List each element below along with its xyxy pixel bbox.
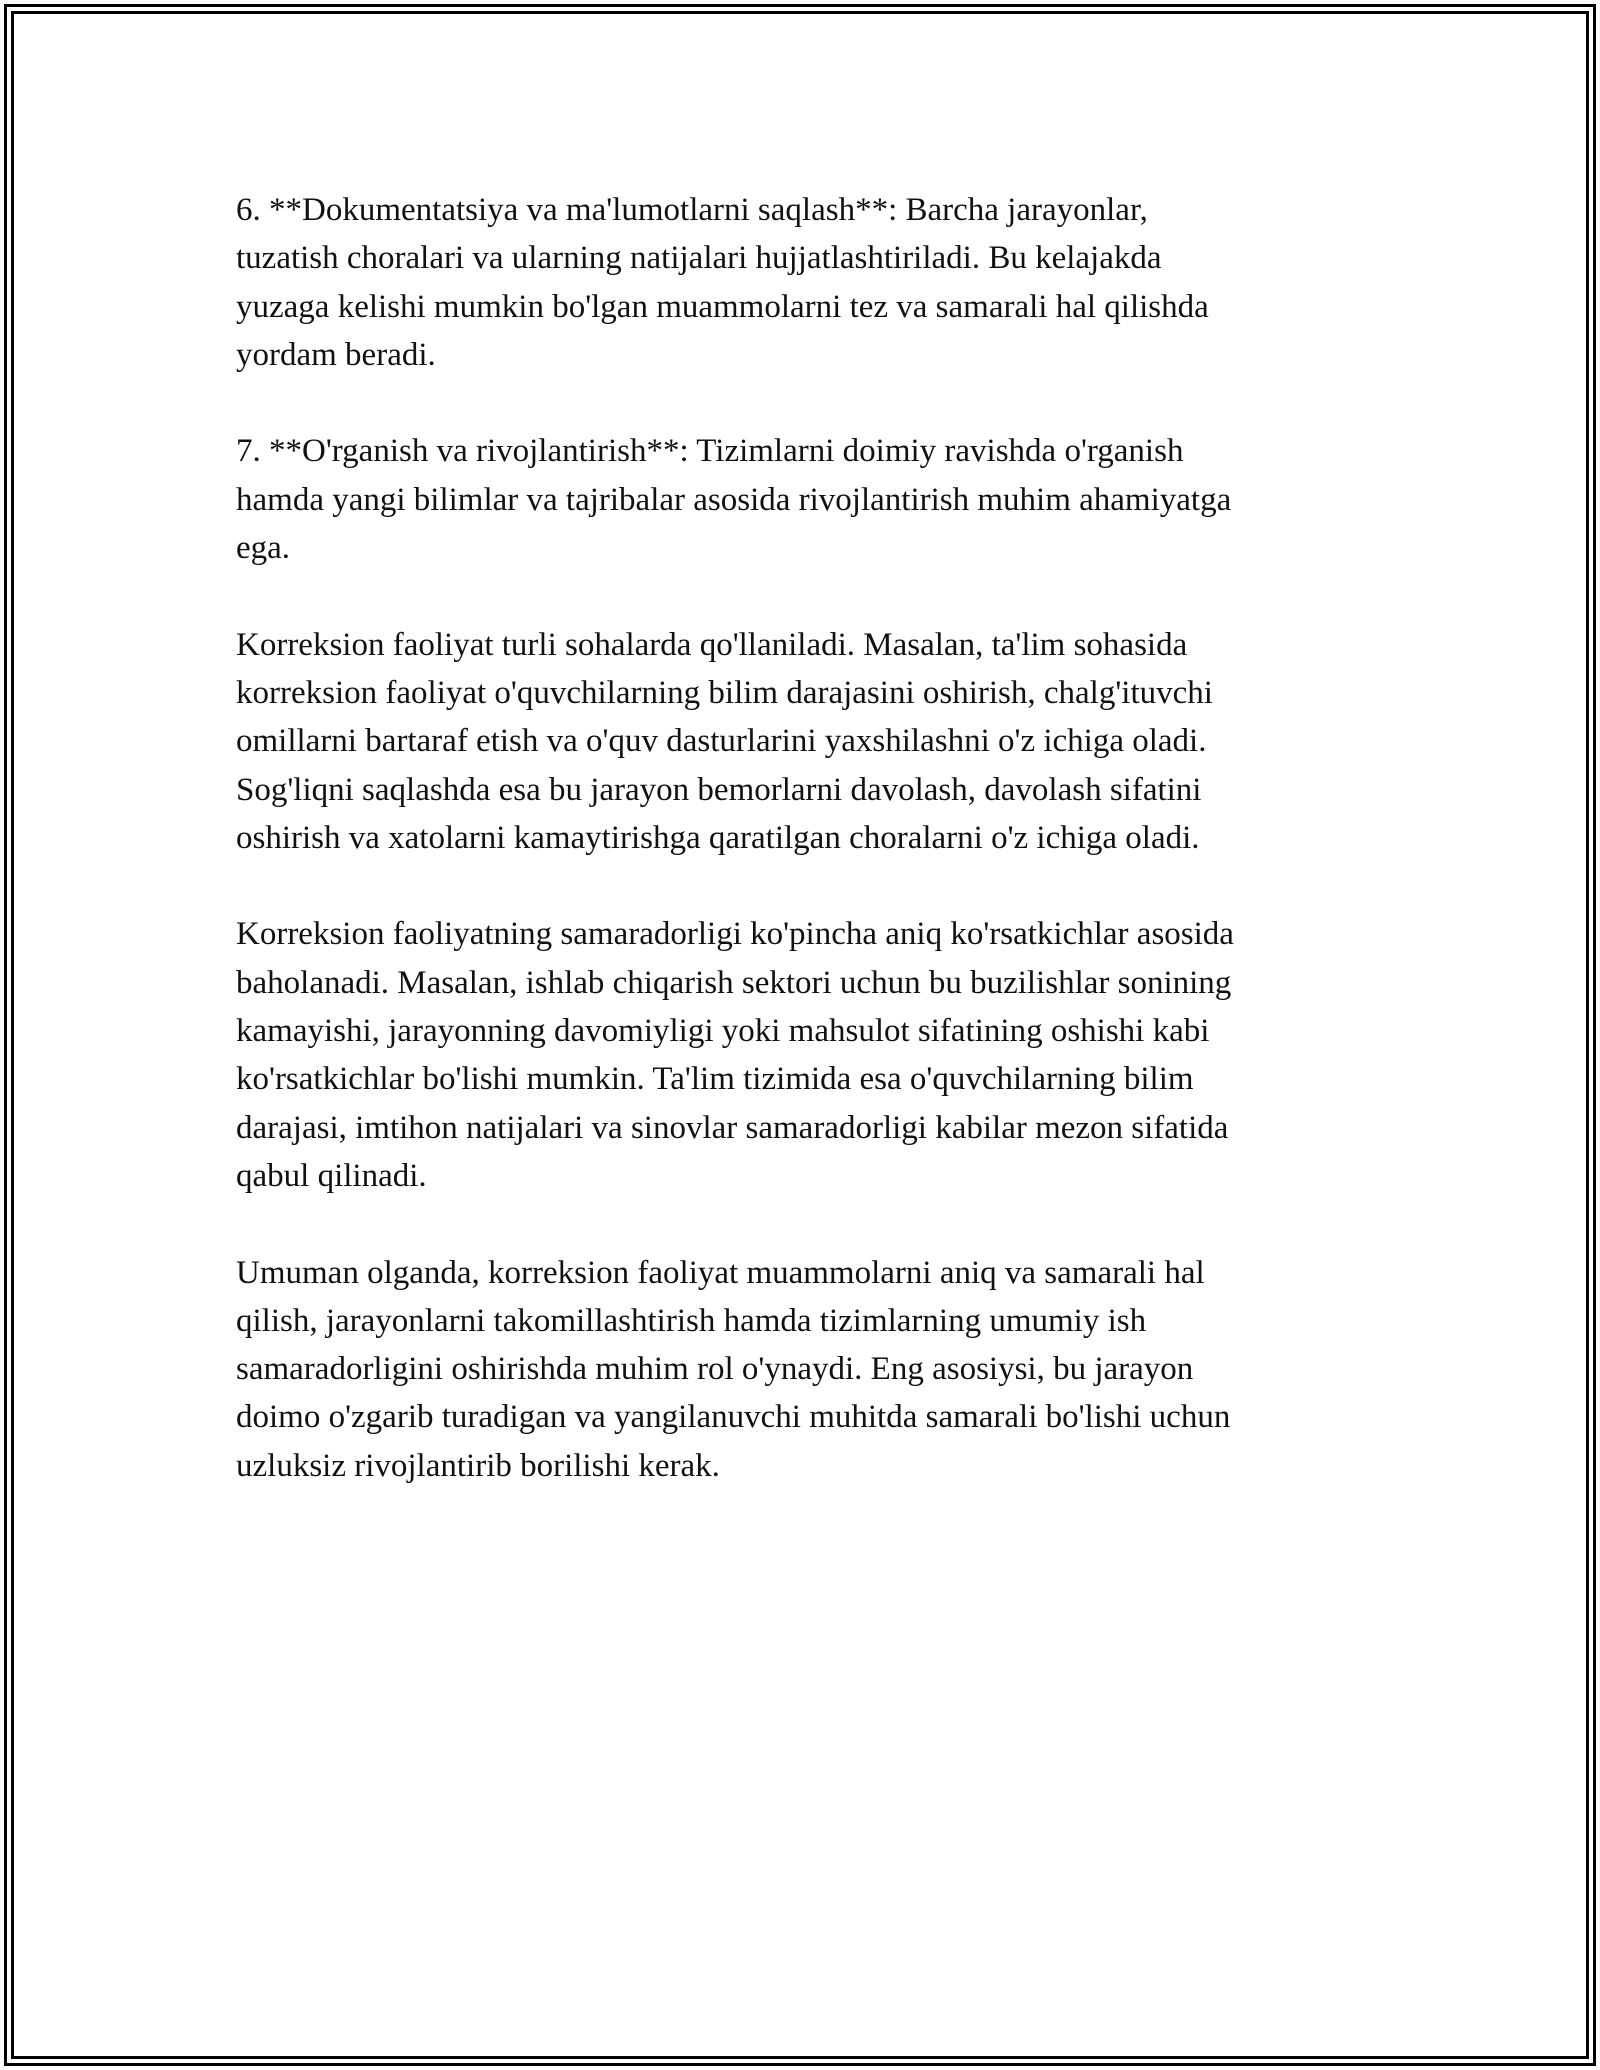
paragraph-applications: Korreksion faoliyat turli sohalarda qo'llaniladi. Masalan, ta'lim sohasida korreksion faoliyat o'quvchilarning bilim darajasini oshirish, chalg'ituvchi omillarni bartaraf etish va o'quv dasturlarini yaxshilashni o'z ichiga oladi. Sog'liqni saqlashda esa bu jarayon bemorlarni davolash, davolash sifatini oshirish va xatolarni kamaytirishga qaratilgan choralarni o'z ichiga oladi. — [236, 626, 1213, 856]
paragraph-conclusion: Umuman olganda, korreksion faoliyat muammolarni aniq va samarali hal qilish, jarayonlarni takomillashtirish hamda tizimlarning umumiy ish samaradorligini oshirishda muhim rol o'ynaydi. Eng asosiysi, bu jarayon doimo o'zgarib turadigan va yangilanuvchi muhitda samarali bo'lishi uchun uzluksiz rivojlantirib borilishi kerak. — [236, 1254, 1231, 1484]
paragraph-effectiveness: Korreksion faoliyatning samaradorligi ko'pincha aniq ko'rsatkichlar asosida baholanadi. Masalan, ishlab chiqarish sektori uchun bu buzilishlar sonining kamayishi, jarayonning davomiyligi yoki mahsulot sifatining oshishi kabi ko'rsatkichlar bo'lishi mumkin. Ta'lim tizimida esa o'quvchilarning bilim darajasi, imtihon natijalari va sinovlar samaradorligi kabilar mezon sifatida qabul qilinadi. — [236, 916, 1234, 1194]
document-body — [236, 186, 1366, 1538]
paragraph-documentation-step: 6. **Dokumentatsiya va ma'lumotlarni saqlash**: Barcha jarayonlar, tuzatish choralari va ularning natijalari hujjatlashtiriladi. Bu kelajakda yuzaga kelishi mumkin bo'lgan muammolarni tez va samarali hal qilishda yordam beradi. — [236, 192, 1209, 373]
paragraph-learning-step: 7. **O'rganish va rivojlantirish**: Tizimlarni doimiy ravishda o'rganish hamda yangi bilimlar va tajribalar asosida rivojlantirish muhim ahamiyatga ega. — [236, 433, 1232, 567]
